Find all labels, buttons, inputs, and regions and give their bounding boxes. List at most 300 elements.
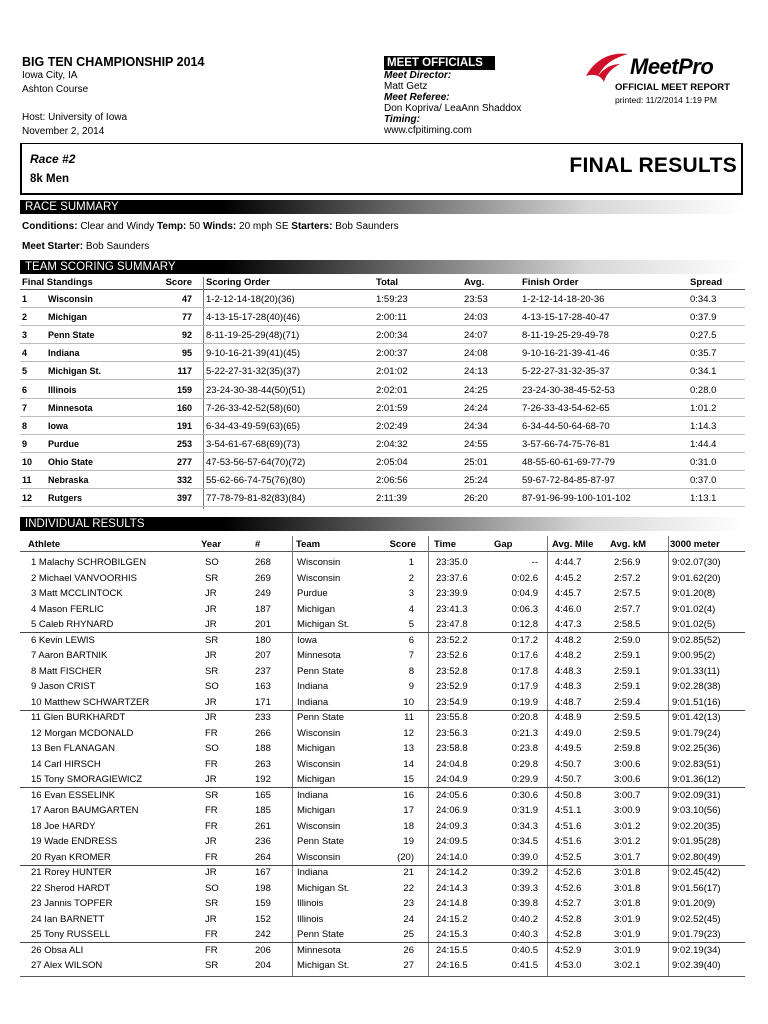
team-finish-order: 3-57-66-74-75-76-81: [522, 438, 610, 450]
athlete-3000m-split: 9:02.07(30): [672, 557, 721, 568]
athlete-team: Michigan: [297, 603, 336, 615]
athlete-team: Indiana: [297, 789, 329, 801]
athlete-name: 1 Malachy SCHROBILGEN: [31, 557, 147, 568]
race-number: Race #2: [30, 152, 76, 166]
team-name: Iowa: [48, 420, 69, 431]
athlete-gap: 0:23.8: [511, 743, 538, 754]
athlete-year: JR: [205, 603, 217, 615]
athlete-time: 24:04.9: [436, 774, 468, 785]
team-avg: 26:20: [464, 493, 488, 505]
athlete-avg-km: 2:59.1: [614, 665, 641, 677]
athlete-time: 24:15.5: [436, 944, 468, 956]
team-place: 2: [22, 312, 28, 323]
athlete-3000m-split: 9:02.09(31): [672, 789, 721, 801]
athlete-name: 27 Alex WILSON: [31, 960, 103, 971]
team-col-header: Finish Order: [522, 277, 579, 288]
athlete-gap: 0:21.3: [511, 727, 538, 739]
athlete-name: 14 Carl HIRSCH: [31, 758, 101, 770]
athlete-avg-mile: 4:49.5: [555, 743, 582, 754]
individual-col-header: Gap: [494, 539, 513, 550]
individual-col-header: Score: [389, 539, 416, 550]
athlete-avg-mile: 4:52.7: [555, 898, 582, 909]
athlete-year: SO: [205, 882, 219, 894]
team-score: 277: [176, 456, 192, 467]
athlete-name: 8 Matt FISCHER: [31, 665, 102, 677]
athlete-3000m-split: 9:01.02(4): [672, 603, 716, 615]
athlete-avg-mile: 4:52.6: [555, 882, 582, 894]
athlete-year: JR: [205, 588, 217, 599]
athlete-name: 21 Rorey HUNTER: [31, 867, 112, 878]
athlete-name: 4 Mason FERLIC: [31, 603, 104, 615]
athlete-bib: 264: [255, 851, 271, 863]
athlete-team: Wisconsin: [297, 758, 341, 770]
athlete-gap: 0:17.8: [511, 665, 538, 677]
athlete-bib: 185: [255, 805, 271, 816]
team-avg: 24:34: [464, 420, 488, 432]
team-score: 160: [176, 402, 192, 413]
team-name: Indiana: [48, 348, 80, 359]
team-score: 191: [176, 420, 192, 431]
athlete-time: 23:58.8: [436, 743, 468, 754]
athlete-avg-km: 2:59.0: [614, 634, 641, 646]
team-spread: 1:01.2: [690, 402, 717, 414]
team-row-rule: [20, 325, 745, 326]
athlete-gap: 0:40.2: [511, 913, 538, 925]
athlete-3000m-split: 9:01.02(5): [672, 619, 716, 630]
athlete-score: 6: [408, 634, 414, 646]
individual-col-header: 3000 meter: [670, 539, 720, 550]
athlete-time: 24:15.2: [436, 913, 468, 925]
team-scoring-order: 77-78-79-81-82(83)(84): [206, 493, 306, 505]
athlete-gap: 0:29.8: [511, 758, 538, 770]
team-place: 5: [22, 366, 28, 377]
athlete-3000m-split: 9:02.19(34): [672, 944, 721, 956]
athlete-avg-km: 2:59.5: [614, 727, 641, 739]
team-total: 1:59:23: [376, 294, 408, 305]
team-total: 2:00:34: [376, 330, 408, 342]
athlete-avg-km: 2:57.2: [614, 572, 641, 584]
athlete-avg-km: 2:59.1: [614, 650, 641, 661]
athlete-avg-mile: 4:48.2: [555, 650, 582, 661]
team-name: Michigan St.: [48, 366, 102, 377]
athlete-avg-mile: 4:51.6: [555, 836, 582, 847]
winds-value: 20 mph SE: [239, 221, 289, 232]
individual-results-bar: INDIVIDUAL RESULTS: [20, 517, 745, 531]
athlete-avg-km: 3:01.9: [614, 913, 641, 925]
athlete-avg-km: 2:57.5: [614, 588, 641, 599]
team-spread: 0:37.0: [690, 475, 717, 486]
team-total: 2:02:01: [376, 384, 408, 396]
athlete-team: Wisconsin: [297, 727, 341, 739]
athlete-team: Wisconsin: [297, 820, 341, 832]
team-place: 6: [22, 384, 28, 395]
athlete-team: Penn State: [297, 712, 345, 723]
team-scoring-order: 55-62-66-74-75(76)(80): [206, 475, 306, 486]
athlete-gap: 0:39.3: [511, 882, 538, 894]
team-row-rule: [20, 379, 745, 380]
athlete-avg-mile: 4:52.5: [555, 851, 582, 863]
athlete-year: SR: [205, 572, 219, 584]
athlete-year: JR: [205, 712, 217, 723]
athlete-avg-mile: 4:52.9: [555, 944, 582, 956]
athlete-year: SO: [205, 557, 219, 568]
athlete-gap: 0:30.6: [511, 789, 538, 801]
athlete-name: 10 Matthew SCHWARTZER: [31, 696, 150, 708]
athlete-bib: 237: [255, 665, 271, 677]
athlete-avg-km: 2:58.5: [614, 619, 641, 630]
team-score: 117: [177, 366, 192, 377]
team-finish-order: 23-24-30-38-45-52-53: [522, 384, 615, 396]
athlete-avg-km: 3:01.2: [614, 820, 641, 832]
individual-group-rule: [20, 942, 745, 943]
athlete-avg-mile: 4:45.7: [555, 588, 582, 599]
team-spread: 0:28.0: [690, 384, 717, 396]
athlete-bib: 163: [255, 681, 271, 692]
team-total: 2:00:37: [376, 348, 408, 360]
team-row-rule: [20, 506, 745, 507]
athlete-gap: 0:41.5: [511, 960, 538, 971]
athlete-score: 18: [403, 820, 414, 832]
athlete-gap: 0:17.6: [511, 650, 538, 661]
athlete-score: 9: [408, 681, 414, 692]
athlete-bib: 263: [255, 758, 271, 770]
athlete-3000m-split: 9:01.33(11): [672, 665, 720, 677]
team-finish-order: 9-10-16-21-39-41-46: [522, 348, 610, 360]
athlete-score: 4: [408, 603, 414, 615]
team-place: 4: [22, 348, 28, 359]
individual-column-divider: [292, 536, 293, 976]
athlete-avg-mile: 4:50.8: [555, 789, 582, 801]
athlete-time: 24:16.5: [436, 960, 468, 971]
team-spread: 1:13.1: [690, 493, 717, 505]
athlete-name: 18 Joe HARDY: [31, 820, 96, 832]
athlete-name: 6 Kevin LEWIS: [31, 634, 95, 646]
athlete-team: Wisconsin: [297, 557, 341, 568]
team-header-rule: [20, 289, 745, 290]
individual-column-divider: [547, 536, 548, 976]
athlete-avg-km: 3:01.2: [614, 836, 641, 847]
athlete-avg-mile: 4:48.9: [555, 712, 582, 723]
final-results-title: FINAL RESULTS: [569, 154, 737, 177]
athlete-3000m-split: 9:02.20(35): [672, 820, 721, 832]
referee-label: Meet Referee:: [384, 92, 450, 103]
team-scoring-order: 4-13-15-17-28(40)(46): [206, 312, 300, 324]
athlete-avg-mile: 4:47.3: [555, 619, 582, 630]
team-avg: 24:07: [464, 330, 488, 342]
athlete-bib: 206: [255, 944, 271, 956]
athlete-score: 13: [403, 743, 414, 754]
athlete-team: Illinois: [297, 913, 324, 925]
team-name: Minnesota: [48, 402, 93, 413]
athlete-year: FR: [205, 727, 218, 739]
team-col-header: Final Standings: [22, 277, 93, 288]
athlete-avg-km: 3:00.6: [614, 774, 641, 785]
athlete-team: Wisconsin: [297, 572, 341, 584]
athlete-year: FR: [205, 758, 218, 770]
athlete-score: 12: [403, 727, 414, 739]
athlete-name: 15 Tony SMORAGIEWICZ: [31, 774, 143, 785]
team-name: Ohio State: [48, 456, 94, 467]
athlete-year: JR: [205, 619, 217, 630]
athlete-avg-mile: 4:50.7: [555, 758, 582, 770]
athlete-name: 19 Wade ENDRESS: [31, 836, 118, 847]
athlete-3000m-split: 9:03.10(56): [672, 805, 721, 816]
athlete-avg-km: 3:01.8: [614, 882, 641, 894]
team-column-divider: [203, 277, 204, 509]
team-total: 2:00:11: [376, 312, 407, 324]
team-spread: 0:27.5: [690, 330, 717, 342]
athlete-team: Michigan St.: [297, 960, 350, 971]
team-scoring-order: 3-54-61-67-68(69)(73): [206, 438, 300, 450]
team-col-header: Avg.: [464, 277, 485, 288]
athlete-time: 24:04.8: [436, 758, 468, 770]
athlete-team: Penn State: [297, 665, 345, 677]
athlete-score: 14: [403, 758, 414, 770]
athlete-time: 24:14.0: [436, 851, 468, 863]
athlete-score: 10: [403, 696, 414, 708]
athlete-avg-mile: 4:49.0: [555, 727, 582, 739]
individual-column-divider: [428, 536, 429, 976]
athlete-avg-mile: 4:52.6: [555, 867, 582, 878]
team-avg: 24:24: [464, 402, 488, 414]
athlete-year: SR: [205, 634, 219, 646]
athlete-score: 25: [403, 929, 414, 940]
athlete-time: 24:15.3: [436, 929, 468, 940]
team-scoring-bar: TEAM SCORING SUMMARY: [20, 260, 745, 274]
team-row-rule: [20, 488, 745, 489]
team-scoring-order: 9-10-16-21-39(41)(45): [206, 348, 300, 360]
athlete-time: 23:52.6: [436, 650, 468, 661]
individual-col-header: Avg. Mile: [552, 539, 594, 550]
athlete-team: Indiana: [297, 681, 329, 692]
individual-header-rule: [20, 551, 745, 552]
individual-group-rule: [20, 865, 745, 866]
meet-course: Ashton Course: [22, 84, 89, 95]
individual-col-header: Athlete: [28, 539, 61, 550]
athlete-bib: 187: [255, 603, 271, 615]
athlete-bib: 242: [255, 929, 271, 940]
athlete-team: Michigan: [297, 774, 336, 785]
athlete-time: 23:39.9: [436, 588, 468, 599]
athlete-avg-mile: 4:53.0: [555, 960, 582, 971]
team-scoring-order: 5-22-27-31-32(35)(37): [206, 366, 300, 378]
athlete-score: 26: [403, 944, 414, 956]
team-row-rule: [20, 470, 745, 471]
printed-timestamp: printed: 11/2/2014 1:19 PM: [615, 95, 717, 105]
athlete-team: Minnesota: [297, 650, 341, 661]
team-name: Wisconsin: [48, 294, 93, 304]
team-finish-order: 5-22-27-31-32-35-37: [522, 366, 610, 378]
individual-group-rule: [20, 787, 745, 788]
athlete-year: FR: [205, 820, 218, 832]
temp-value: 50: [189, 221, 201, 232]
athlete-gap: 0:19.9: [511, 696, 538, 708]
athlete-team: Wisconsin: [297, 851, 341, 863]
team-finish-order: 59-67-72-84-85-87-97: [522, 475, 615, 486]
athlete-gap: 0:17.9: [511, 681, 538, 692]
athlete-gap: 0:20.8: [511, 712, 538, 723]
meet-starter-value: Bob Saunders: [85, 241, 150, 252]
athlete-score: 11: [404, 712, 414, 723]
director-name: Matt Getz: [384, 81, 428, 92]
athlete-team: Michigan St.: [297, 619, 350, 630]
athlete-name: 11 Glen BURKHARDT: [31, 712, 126, 723]
athlete-name: 22 Sherod HARDT: [31, 882, 111, 894]
athlete-name: 12 Morgan MCDONALD: [31, 727, 134, 739]
athlete-time: 23:52.2: [436, 634, 468, 646]
team-place: 7: [22, 402, 28, 413]
athlete-time: 23:47.8: [436, 619, 468, 630]
team-scoring-order: 23-24-30-38-44(50)(51): [206, 384, 306, 396]
brand-name: MeetPro: [630, 54, 714, 79]
athlete-avg-km: 3:00.7: [614, 789, 641, 801]
athlete-bib: 152: [255, 913, 271, 925]
team-scoring-order: 47-53-56-57-64(70)(72): [206, 456, 306, 468]
team-finish-order: 6-34-44-50-64-68-70: [522, 420, 610, 432]
athlete-3000m-split: 9:01.51(16): [672, 696, 721, 708]
athlete-bib: 165: [255, 789, 271, 801]
athlete-time: 24:14.3: [436, 882, 468, 894]
team-score: 77: [181, 312, 192, 323]
athlete-name: 24 Ian BARNETT: [31, 913, 105, 925]
winds-label: Winds:: [202, 221, 237, 232]
athlete-bib: 207: [255, 650, 271, 661]
athlete-gap: 0:39.8: [511, 898, 538, 909]
athlete-team: Minnesota: [297, 944, 341, 956]
individual-group-rule: [20, 632, 745, 633]
team-avg: 24:55: [464, 438, 488, 450]
team-col-header: Score: [165, 277, 192, 288]
athlete-score: 3: [408, 588, 414, 599]
athlete-team: Michigan: [297, 743, 336, 754]
individual-group-rule: [20, 710, 745, 711]
athlete-3000m-split: 9:02.45(42): [672, 867, 721, 878]
athlete-3000m-split: 9:01.42(13): [672, 712, 721, 723]
team-score: 95: [181, 348, 192, 359]
athlete-bib: 188: [255, 743, 271, 754]
athlete-score: 27: [403, 960, 414, 971]
team-place: 9: [22, 438, 28, 449]
team-score: 253: [176, 438, 192, 449]
meet-date: November 2, 2014: [22, 126, 105, 137]
athlete-bib: 266: [255, 727, 271, 739]
team-scoring-order: 7-26-33-42-52(58)(60): [206, 402, 300, 414]
athlete-avg-km: 3:01.7: [614, 851, 641, 863]
athlete-time: 23:35.0: [436, 557, 468, 568]
individual-col-header: Year: [201, 539, 222, 550]
athlete-team: Iowa: [297, 634, 318, 646]
athlete-score: 5: [408, 619, 414, 630]
athlete-name: 26 Obsa ALI: [31, 944, 84, 956]
athlete-avg-km: 3:01.9: [614, 944, 641, 956]
athlete-score: 17: [403, 805, 414, 816]
team-spread: 0:35.7: [690, 348, 717, 360]
athlete-score: 2: [408, 572, 414, 584]
team-finish-order: 1-2-12-14-18-20-36: [522, 294, 605, 305]
race-header-box: [20, 143, 743, 195]
athlete-3000m-split: 9:02.25(36): [672, 743, 721, 754]
athlete-avg-km: 2:59.8: [614, 743, 641, 754]
athlete-name: 20 Ryan KROMER: [31, 851, 111, 863]
athlete-gap: 0:12.8: [511, 619, 538, 630]
athlete-gap: 0:39.2: [511, 867, 538, 878]
athlete-avg-km: 3:00.9: [614, 805, 641, 816]
athlete-avg-mile: 4:52.8: [555, 929, 582, 940]
athlete-name: 13 Ben FLANAGAN: [31, 743, 115, 754]
athlete-avg-km: 3:00.6: [614, 758, 641, 770]
athlete-bib: 269: [255, 572, 271, 584]
team-place: 3: [22, 330, 28, 341]
race-summary-bar: RACE SUMMARY: [20, 200, 745, 214]
individual-col-header: Team: [296, 539, 321, 550]
athlete-bib: 201: [255, 619, 271, 630]
team-total: 2:01:59: [376, 402, 408, 414]
team-row-rule: [20, 398, 745, 399]
athlete-avg-km: 3:01.8: [614, 898, 641, 909]
athlete-gap: 0:31.9: [511, 805, 538, 816]
athlete-name: 16 Evan ESSELINK: [31, 789, 115, 801]
team-total: 2:11:39: [376, 493, 407, 505]
athlete-year: SR: [205, 665, 219, 677]
meet-city: Iowa City, IA: [22, 70, 78, 81]
official-report-label: OFFICIAL MEET REPORT: [615, 82, 730, 93]
team-score: 332: [176, 475, 192, 485]
athlete-bib: 192: [255, 774, 271, 785]
team-spread: 0:34.3: [690, 294, 717, 305]
race-name: 8k Men: [30, 173, 69, 185]
team-total: 2:06:56: [376, 475, 408, 486]
team-spread: 1:44.4: [690, 438, 717, 450]
athlete-time: 24:05.6: [436, 789, 468, 801]
conditions-value: Clear and Windy: [80, 221, 155, 232]
athlete-time: 23:37.6: [436, 572, 468, 584]
temp-label: Temp:: [157, 221, 187, 232]
athlete-score: 22: [403, 882, 414, 894]
athlete-time: 24:09.3: [436, 820, 468, 832]
conditions-label: Conditions:: [22, 221, 78, 232]
athlete-bib: 249: [255, 588, 271, 599]
individual-col-header: #: [255, 539, 261, 550]
athlete-score: 15: [403, 774, 414, 785]
athlete-team: Penn State: [297, 929, 345, 940]
athlete-3000m-split: 9:01.62(20): [672, 572, 721, 584]
athlete-time: 24:14.8: [436, 898, 468, 909]
athlete-avg-mile: 4:45.2: [555, 572, 582, 584]
athlete-3000m-split: 9:02.52(45): [672, 913, 721, 925]
athlete-gap: 0:06.3: [511, 603, 538, 615]
timing-link[interactable]: www.cfpitiming.com: [384, 125, 472, 136]
team-avg: 25:24: [464, 475, 488, 486]
athlete-team: Indiana: [297, 867, 329, 878]
individual-column-divider: [668, 536, 669, 976]
athlete-year: SR: [205, 789, 219, 801]
athlete-3000m-split: 9:00.95(2): [672, 650, 716, 661]
athlete-avg-km: 3:02.1: [614, 960, 641, 971]
athlete-bib: 236: [255, 836, 271, 847]
athlete-score: (20): [397, 851, 414, 863]
individual-col-header: Time: [434, 539, 457, 550]
team-finish-order: 87-91-96-99-100-101-102: [522, 493, 631, 505]
meet-starter-label: Meet Starter:: [22, 241, 84, 252]
athlete-score: 24: [403, 913, 414, 925]
athlete-avg-mile: 4:48.7: [555, 696, 582, 708]
meet-starter-line: [22, 241, 149, 252]
team-row-rule: [20, 416, 745, 417]
team-name: Penn State: [48, 330, 95, 341]
team-name: Illinois: [48, 384, 77, 395]
team-finish-order: 4-13-15-17-28-40-47: [522, 312, 610, 324]
athlete-avg-mile: 4:51.1: [555, 805, 582, 816]
